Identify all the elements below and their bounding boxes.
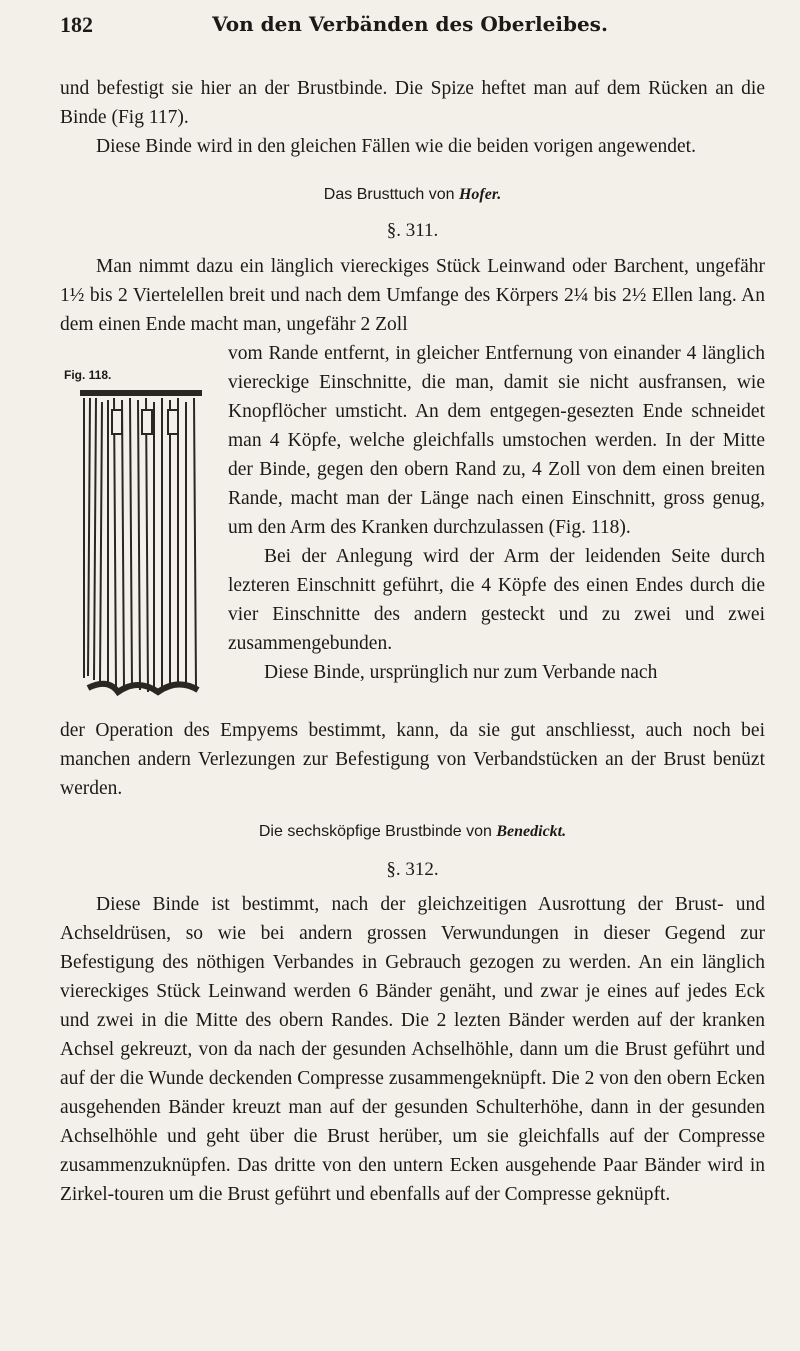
section2-paragraph: Diese Binde ist bestimmt, nach der gleichzeitigen Ausrottung der Brust- und Achseldrüsen, so wie bei andern grossen Verwundungen in dieser Gegend zur Befestigung des nöthigen Verbandes in Gebrauch gezogen zu werden. An ein länglich viereckiges Stück Leinwand werden 6 Bänder genäht, und zwar je eines auf jedes Eck und zwei in die Mitte des obern Randes. Die 2 lezten Bänder werden auf der kranken Achsel gekreuzt, von da nach der gesunden Achselhöhle, dann um die Brust geführt und auf der die Wunde deckenden Compresse zusammengeknüpft. Die 2 von den obern Ecken ausgehenden Bänder kreuzt man auf der gesunden Schulterhöhe, dann in der gesunden Achselhöhle und geht über die Brust herüber, um sie gleichfalls auf der Compresse zusammenzuknüpfen. Das dritte von den untern Ecken ausgehende Paar Bänder wird in Zirkel-touren um die Brust geführt und ebenfalls auf der Compresse geknüpft. bbox=[60, 894, 765, 1205]
section2-text bbox=[60, 890, 765, 1209]
intro-paragraph: und befestigt sie hier an der Brustbinde. Die Spize heftet man auf dem Rücken an die Binde (Fig 117). bbox=[60, 78, 765, 128]
figure-label: Fig. 118. bbox=[64, 368, 112, 382]
section1-paragraph: Man nimmt dazu ein länglich viereckiges Stück Leinwand oder Barchent, ungefähr 1½ bis 2 Viertelellen breit und nach dem Umfange des Körpers 2¼ bis 2½ Ellen lang. An dem einen Ende macht man, ungefähr 2 Zoll bbox=[60, 256, 765, 335]
page-header bbox=[60, 12, 760, 42]
section1-paragraph: der Operation des Empyems bestimmt, kann, da sie gut anschliesst, auch noch bei manchen andern Verlezungen zur Befestigung von Verbandstücken an der Brust benüzt werden. bbox=[60, 720, 765, 799]
section1-float-text bbox=[228, 339, 765, 687]
author-name: Benedickt. bbox=[496, 823, 567, 840]
section1-paragraph: vom Rande entfernt, in gleicher Entfernung von einander 4 länglich viereckige Einschnitte, die man, damit sie nicht ausfransen, wie Knopflöcher umsticht. An dem entgegen-gesezten Ende schneidet man 4 Köpfe, welche gleichfalls umstochen werden. In der Mitte der Binde, gegen den obern Rand zu, 4 Zoll von dem einen breiten Rande, macht man der Länge nach einen Einschnitt, gross genug, um den Arm des Kranken durchzulassen (Fig. 118). bbox=[228, 343, 765, 538]
running-title: Von den Verbänden des Oberleibes. bbox=[212, 12, 608, 36]
intro-text bbox=[60, 74, 765, 161]
section1-paragraph: Bei der Anlegung wird der Arm der leidenden Seite durch lezteren Einschnitt geführt, die 4 Köpfe des einen Endes durch die vier Einschnitte des andern gesteckt und zu zwei und zwei zusammengebunden. bbox=[228, 546, 765, 654]
page-number: 182 bbox=[60, 12, 93, 37]
section-heading-hofer: Das Brusttuch von Hofer. bbox=[323, 186, 502, 203]
intro-paragraph: Diese Binde wird in den gleichen Fällen wie die beiden vorigen angewendet. bbox=[96, 136, 696, 157]
section1-paragraph: Diese Binde, ursprünglich nur zum Verbande nach bbox=[264, 662, 658, 683]
section1-lead bbox=[60, 252, 765, 339]
section-number-311: §. 311. bbox=[386, 220, 439, 241]
section-number-312: §. 312. bbox=[386, 859, 439, 880]
author-name: Hofer. bbox=[458, 186, 502, 203]
section-heading-benedickt: Die sechsköpfige Brustbinde von Benedickt. bbox=[258, 823, 567, 840]
bandage-illustration-icon bbox=[78, 388, 204, 700]
section1-continuation bbox=[60, 716, 765, 803]
